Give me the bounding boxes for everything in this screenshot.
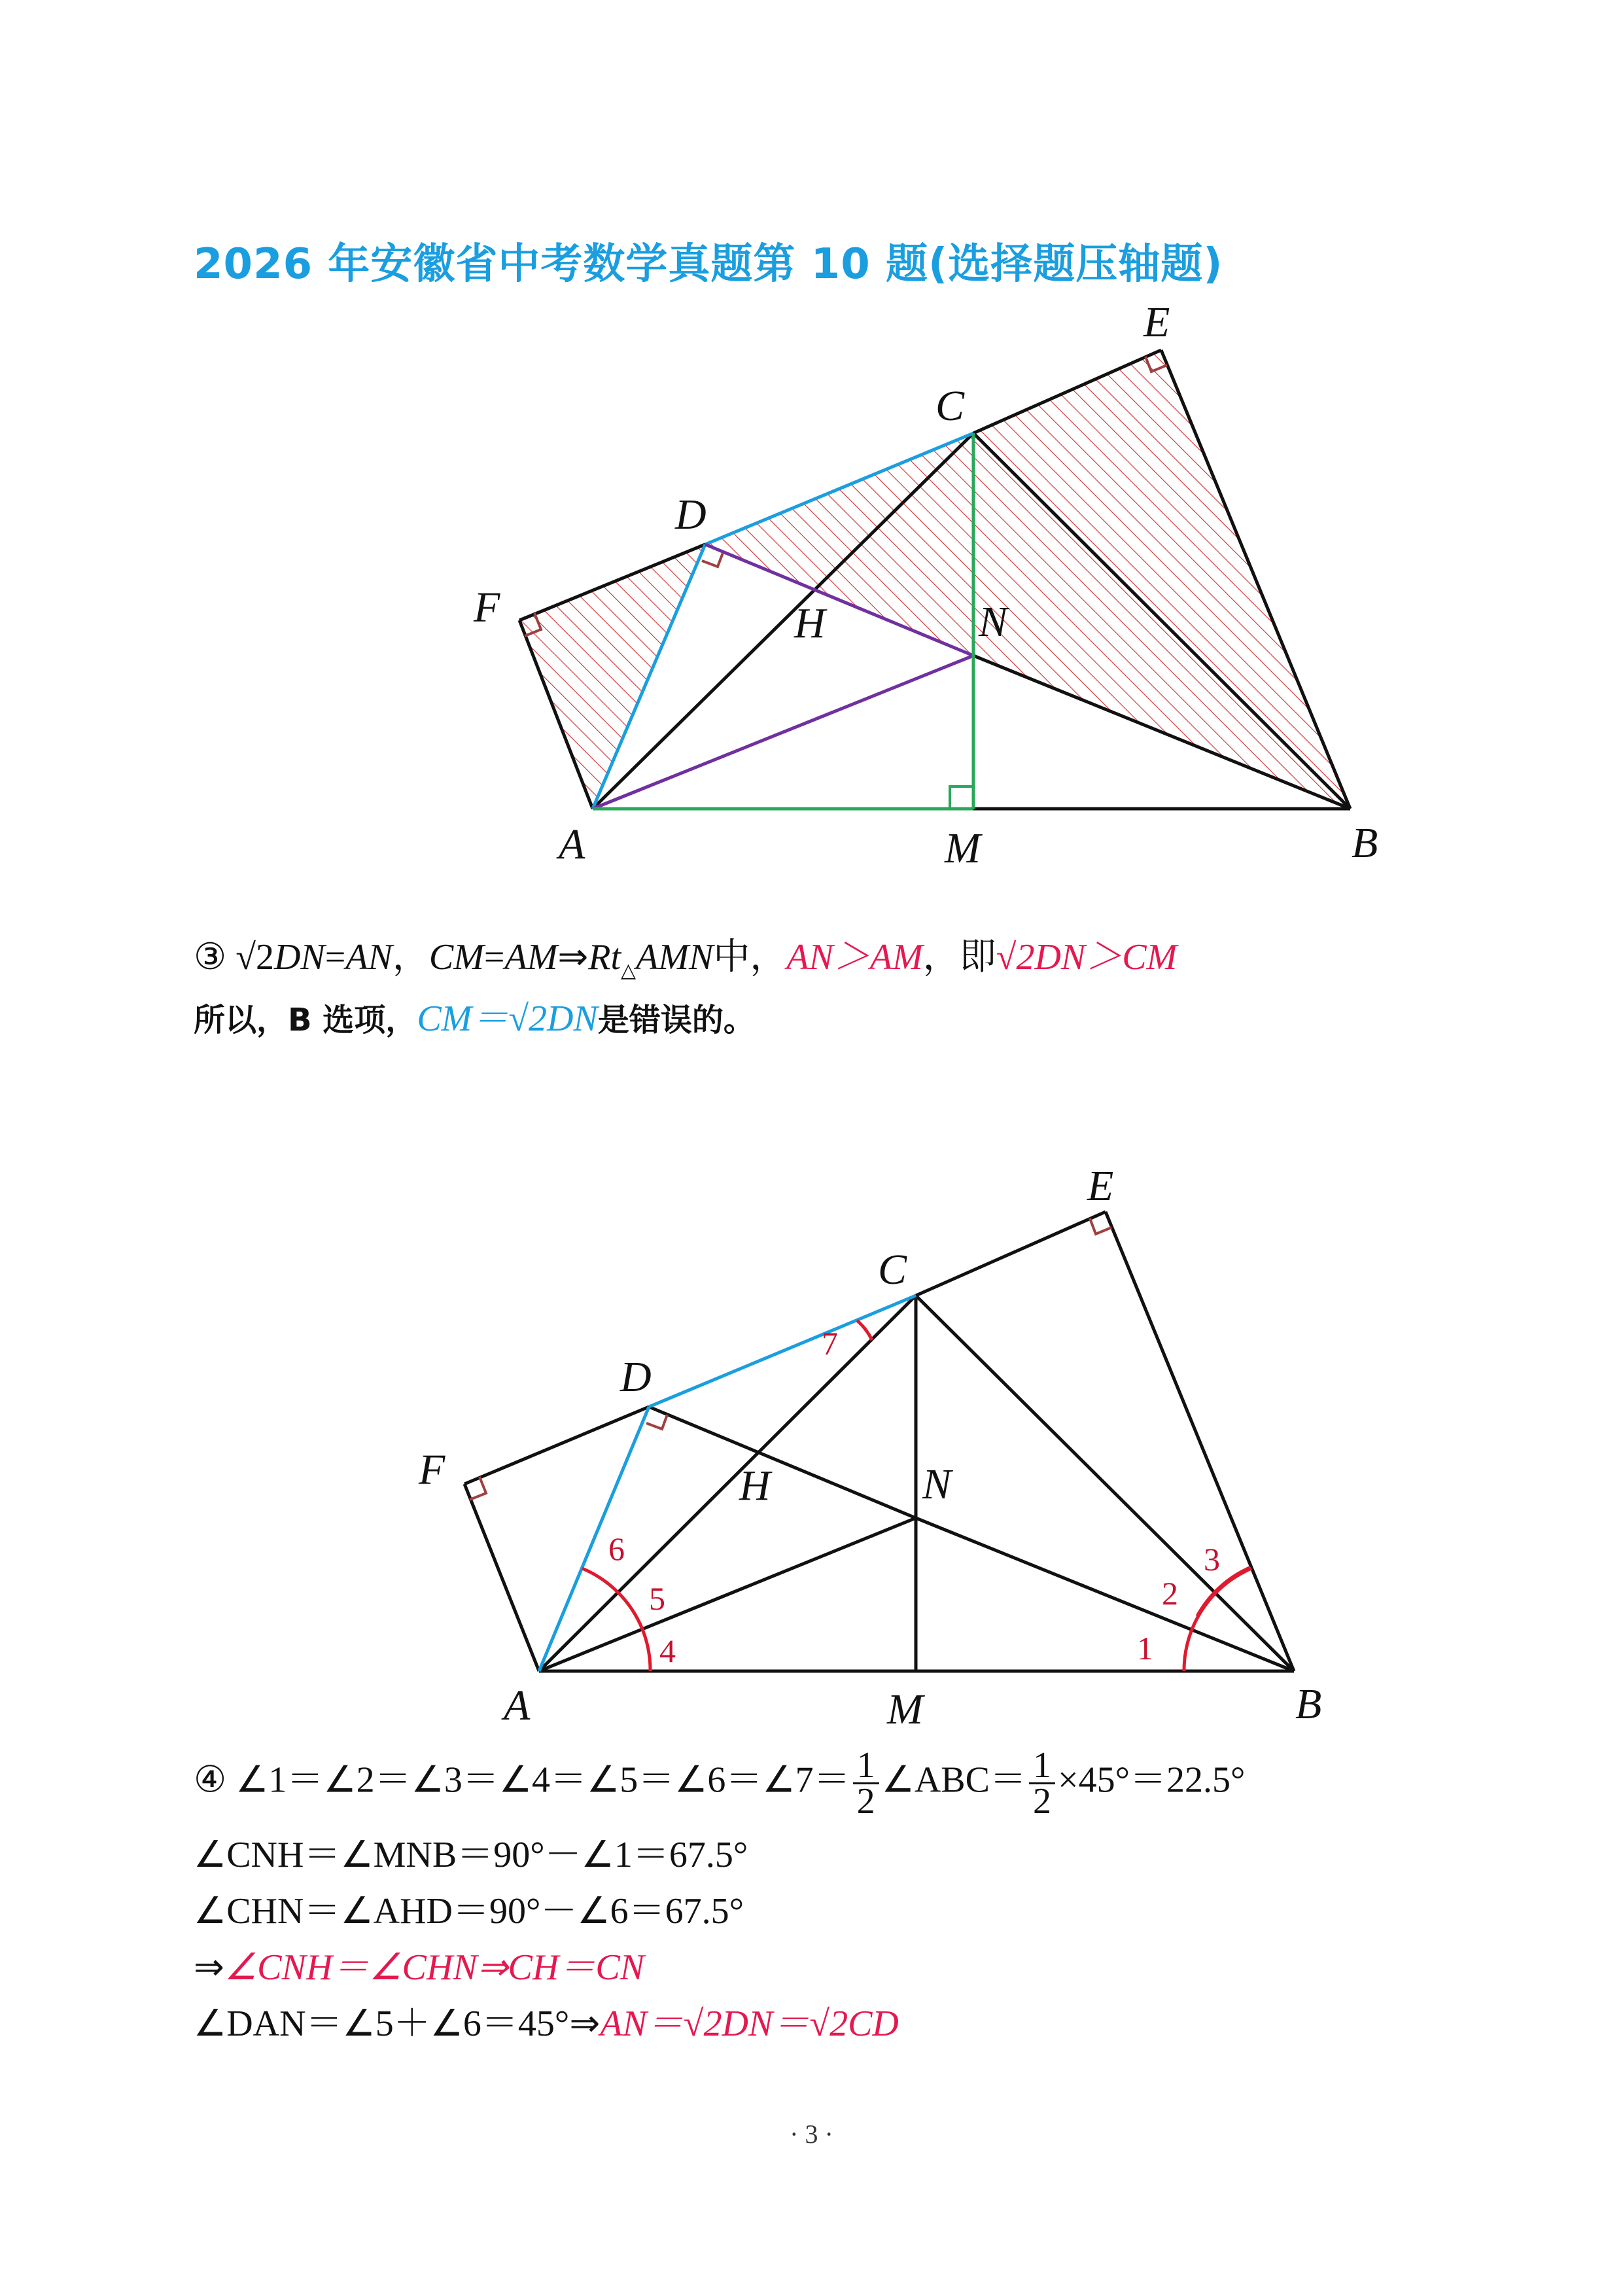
angle-number-6: 6 bbox=[608, 1530, 625, 1567]
segment-ce bbox=[916, 1212, 1106, 1296]
label-a: A bbox=[559, 821, 585, 868]
highlight-dn-gt-cm: √2DN＞CM bbox=[996, 937, 1178, 978]
step-3-conclusion: 所以，B 选项，CM＝√2DN是错误的。 bbox=[194, 998, 755, 1039]
label-d: D bbox=[620, 1353, 652, 1401]
step-4-line-3: ∠CHN＝∠AHD＝90°－∠6＝67.5° bbox=[194, 1891, 744, 1932]
page-number: · 3 · bbox=[790, 2119, 833, 2149]
label-e: E bbox=[1087, 1162, 1114, 1210]
label-f: F bbox=[419, 1446, 445, 1494]
label-e: E bbox=[1143, 298, 1170, 346]
label-c: C bbox=[935, 382, 965, 430]
label-b: B bbox=[1352, 819, 1378, 867]
fraction-half: $\frac{1}{2}$ bbox=[853, 1748, 879, 1818]
segment-eb bbox=[1106, 1212, 1294, 1671]
right-angle-marker-d bbox=[646, 1415, 667, 1429]
label-d: D bbox=[675, 491, 707, 539]
segment-ac bbox=[539, 1296, 916, 1671]
step-marker-3: ③ bbox=[194, 937, 227, 978]
angle-arc-c bbox=[857, 1320, 872, 1340]
page-title: 2026 年安徽省中考数学真题第 10 题(选择题压轴题) bbox=[194, 240, 1223, 289]
label-f: F bbox=[474, 584, 500, 631]
fraction-half: $\frac{1}{2}$ bbox=[1029, 1748, 1055, 1818]
angle-number-7: 7 bbox=[822, 1325, 838, 1362]
angle-number-4: 4 bbox=[659, 1633, 676, 1669]
step-4-line-4: ⇒∠CNH＝∠CHN⇒CH＝CN bbox=[194, 1947, 645, 1988]
angle-number-2: 2 bbox=[1162, 1575, 1178, 1612]
label-a: A bbox=[504, 1682, 531, 1729]
highlight-cm-eq: CM＝√2DN bbox=[417, 998, 598, 1039]
segment-af bbox=[464, 1484, 539, 1671]
label-n: N bbox=[979, 598, 1008, 646]
segment-nb bbox=[916, 1518, 1294, 1671]
segment-dc bbox=[649, 1296, 916, 1407]
angle-number-5: 5 bbox=[649, 1580, 665, 1617]
label-h: H bbox=[794, 599, 826, 647]
segment-dn bbox=[649, 1407, 916, 1518]
step-4-line-2: ∠CNH＝∠MNB＝90°－∠1＝67.5° bbox=[194, 1835, 748, 1875]
angle-number-3: 3 bbox=[1204, 1541, 1220, 1578]
angle-number-1: 1 bbox=[1137, 1630, 1153, 1667]
label-b: B bbox=[1295, 1680, 1322, 1728]
highlight-ch-eq-cn: ∠CNH＝∠CHN⇒CH＝CN bbox=[224, 1947, 645, 1988]
angle-arc-inner-a bbox=[642, 1629, 650, 1671]
highlight-an-eq-cd: AN＝√2DN＝√2CD bbox=[600, 2004, 899, 2044]
segment-cb bbox=[916, 1296, 1294, 1671]
label-n: N bbox=[922, 1460, 952, 1508]
label-c: C bbox=[878, 1246, 907, 1294]
step-3-line-1: ③ √2DN=AN，$CM=AM\Rightarrow Rt_\triangle AMN$中，AN＞AM，即√2DN＞CM bbox=[194, 937, 1178, 982]
label-h: H bbox=[739, 1462, 771, 1510]
label-m: M bbox=[945, 824, 981, 872]
step-marker-4: ④ bbox=[194, 1759, 227, 1801]
highlight-an-gt-am: AN＞AM bbox=[786, 937, 923, 978]
step-4-line-5: ∠DAN＝∠5＋∠6＝45°⇒AN＝√2DN＝√2CD bbox=[194, 2004, 899, 2044]
step-4-line-1: ④ ∠1＝∠2＝∠3＝∠4＝∠5＝∠6＝∠7＝ $\frac{1}{2}$ ∠ABC＝ $\frac{1}{2}$ ×45°＝22.5° bbox=[194, 1745, 1246, 1822]
segment-an bbox=[539, 1518, 916, 1671]
label-m: M bbox=[887, 1686, 923, 1733]
